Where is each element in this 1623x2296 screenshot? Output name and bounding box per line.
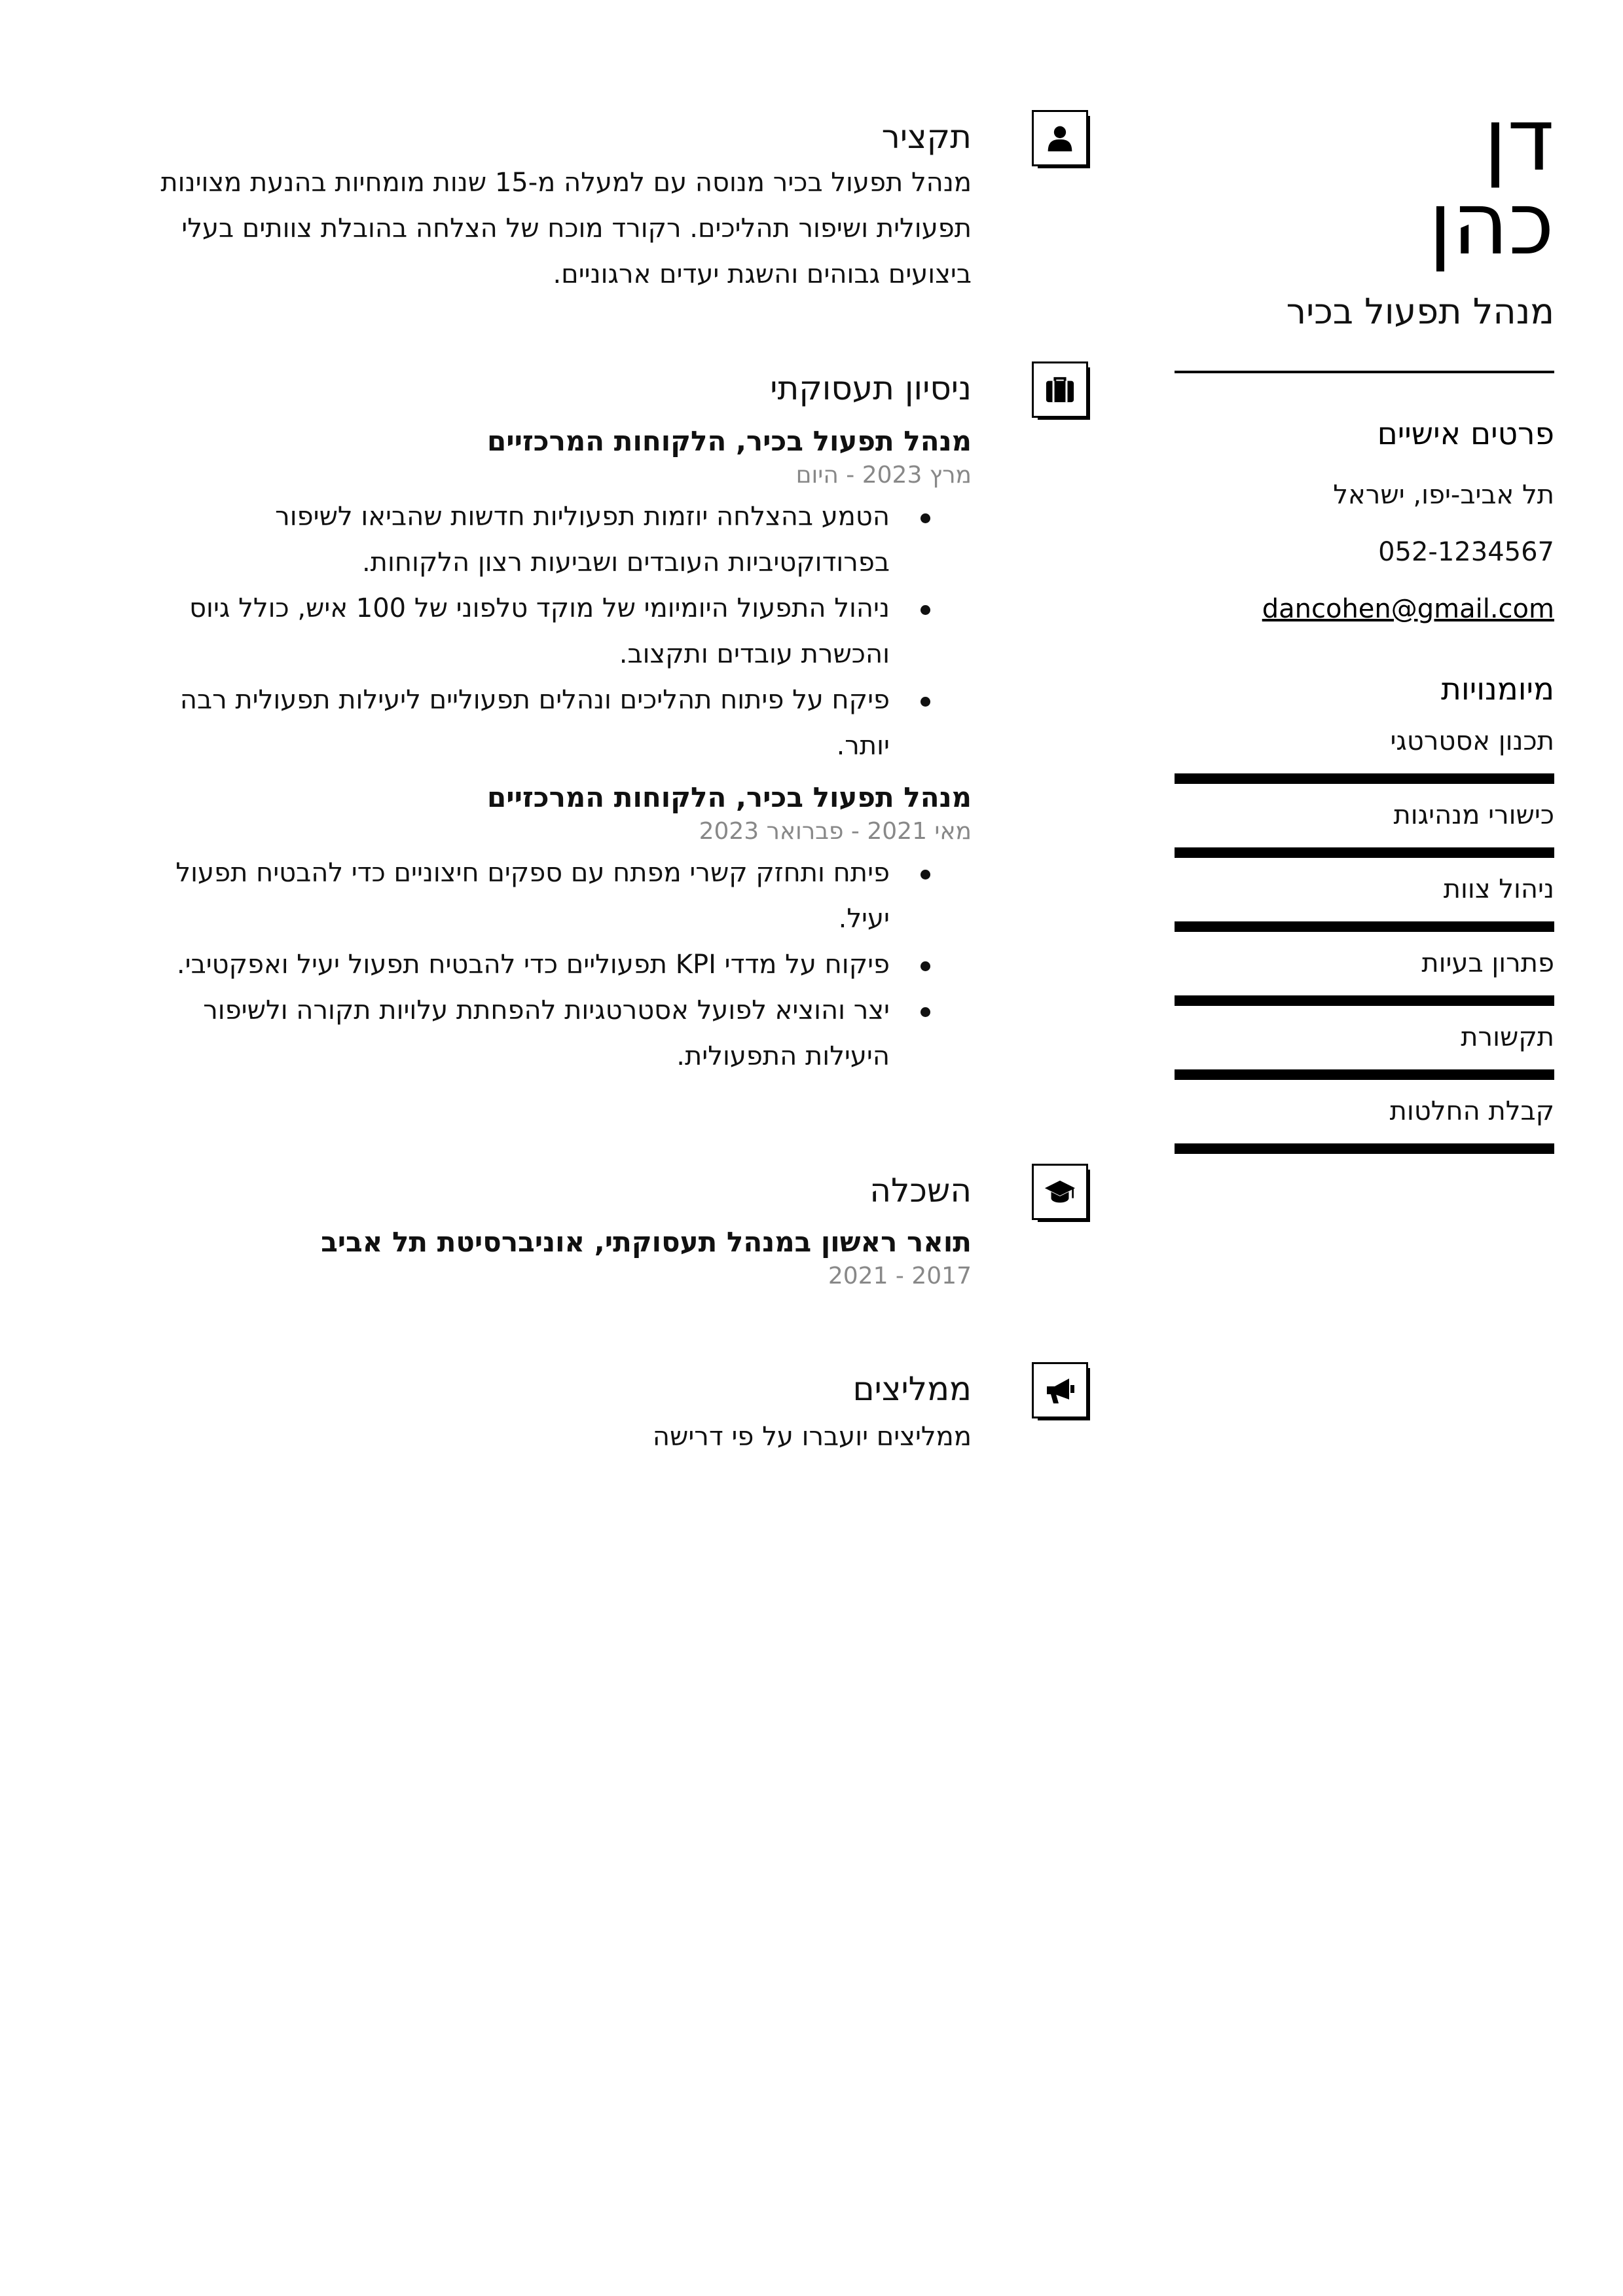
email-line — [1175, 593, 1554, 625]
skill-name: תכנון אסטרטגי — [1390, 726, 1554, 756]
graduation-cap-icon — [1032, 1164, 1088, 1220]
skill-item — [1175, 1096, 1554, 1154]
skill-item — [1175, 800, 1554, 858]
job-title: מנהל תפעול בכיר — [1286, 291, 1554, 332]
skill-level-bar — [1175, 921, 1554, 932]
job-title: מנהל תפעול בכיר, הלקוחות המרכזיים — [487, 425, 972, 457]
skill-name: כישורי מנהיגות — [1393, 800, 1554, 830]
job-entry — [137, 781, 972, 1079]
skill-item — [1175, 726, 1554, 784]
references-title: ממליצים — [852, 1370, 972, 1408]
skills-heading: מיומנויות — [1441, 671, 1554, 707]
skill-level-bar — [1175, 847, 1554, 858]
summary-text: מנהל תפעול בכיר מנוסה עם למעלה מ-15 שנות מומחיות בהנעת מצוינות תפעולית ושיפור תהליכים. רקורד מוכח של הצלחה בהובלת צוותים בעלי ביצועים גבוהים והשגת יעדים ארגוניים. — [160, 168, 972, 289]
personal-details-heading: פרטים אישיים — [1377, 416, 1554, 452]
sidebar-divider — [1175, 371, 1554, 373]
experience-section — [137, 368, 972, 1079]
skill-level-bar — [1175, 1069, 1554, 1080]
job-bullet: יצר והוציא לפועל אסטרטגיות להפחתת עלויות תקורה ולשיפור היעילות התפעולית. — [137, 988, 890, 1079]
education-dates: 2017 - 2021 — [828, 1263, 972, 1289]
skill-name: ניהול צוות — [1443, 874, 1554, 904]
skill-item — [1175, 948, 1554, 1006]
skill-name: תקשורת — [1461, 1022, 1554, 1052]
references-section — [137, 1369, 972, 1455]
job-bullets — [137, 494, 972, 769]
last-name: כהן — [1428, 174, 1554, 274]
location: תל אביב-יפו, ישראל — [1333, 480, 1554, 510]
education-title: השכלה — [869, 1172, 972, 1210]
skill-name: קבלת החלטות — [1389, 1096, 1554, 1126]
user-icon — [1032, 110, 1088, 166]
sidebar — [1175, 90, 1554, 1154]
skill-level-bar — [1175, 995, 1554, 1006]
education-section — [137, 1170, 972, 1291]
summary-title: תקציר — [881, 118, 972, 156]
job-bullet: פיקח על פיתוח תהליכים ונהלים תפעוליים ליעילות תפעולית רבה יותר. — [137, 677, 890, 769]
skill-item — [1175, 874, 1554, 932]
job-bullet: ניהול התפעול היומיומי של מוקד טלפוני של 100 איש, כולל גיוס והכשרת עובדים ותקצוב. — [137, 585, 890, 677]
skill-level-bar — [1175, 773, 1554, 784]
experience-title: ניסיון תעסוקתי — [770, 369, 972, 407]
job-bullet: הטמע בהצלחה יוזמות תפעוליות חדשות שהביאו לשיפור בפרודוקטיביות העובדים ושביעות רצון הלקוחות. — [137, 494, 890, 585]
briefcase-icon — [1032, 361, 1088, 418]
job-bullet: פיתח ותחזק קשרי מפתח עם ספקים חיצוניים כדי להבטיח תפעול יעיל. — [137, 850, 890, 942]
job-title: מנהל תפעול בכיר, הלקוחות המרכזיים — [487, 781, 972, 813]
skill-level-bar — [1175, 1143, 1554, 1154]
job-bullet: פיקוח על מדדי KPI תפעוליים כדי להבטיח תפעול יעיל ואפקטיבי. — [137, 942, 890, 988]
degree: תואר ראשון במנהל תעסוקתי, אוניברסיטת תל אביב — [321, 1226, 972, 1258]
job-dates: מרץ 2023 - היום — [795, 462, 972, 489]
job-entry — [137, 424, 972, 769]
first-name: דן — [1483, 90, 1554, 191]
references-text: ממליצים יועברו על פי דרישה — [652, 1422, 972, 1452]
email-link[interactable]: dancohen@gmail.com — [1262, 594, 1554, 624]
megaphone-icon — [1032, 1362, 1088, 1418]
job-bullets — [137, 850, 972, 1079]
phone: 052-1234567 — [1378, 537, 1554, 567]
skill-item — [1175, 1022, 1554, 1080]
skill-name: פתרון בעיות — [1421, 948, 1554, 978]
summary-section — [137, 117, 972, 297]
candidate-name — [1175, 90, 1554, 274]
job-dates: מאי 2021 - פברואר 2023 — [699, 818, 972, 845]
